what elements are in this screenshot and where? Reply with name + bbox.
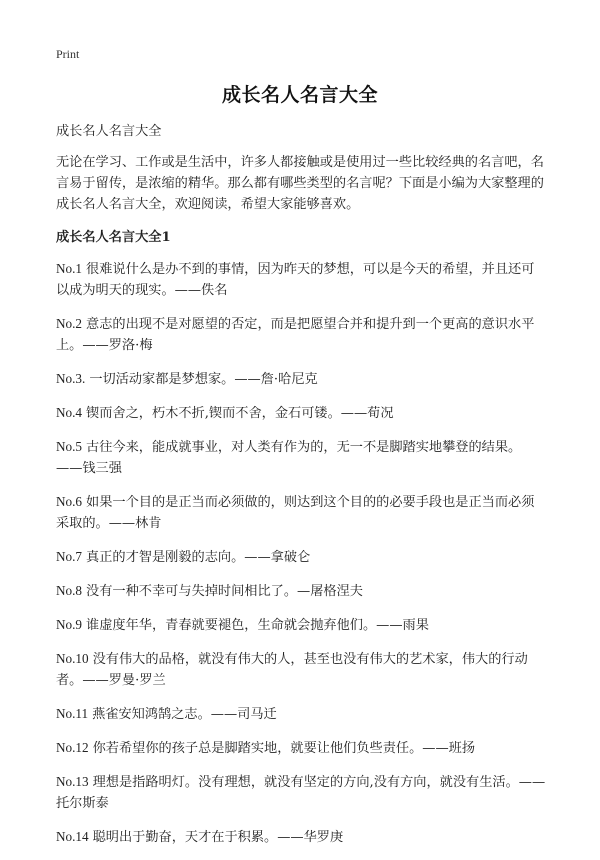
quote-item xyxy=(56,436,546,479)
quote-text: 你若希望你的孩子总是脚踏实地，就要让他们负些责任。——班扬 xyxy=(92,741,476,756)
quote-item xyxy=(56,368,546,390)
quote-number: No.10 xyxy=(56,651,89,666)
quote-text: 如果一个目的是正当而必须做的，则达到这个目的的必要手段也是正当而必须采取的。——林肯 xyxy=(56,495,535,531)
quote-text: 一切活动家都是梦想家。——詹·哈尼克 xyxy=(89,372,318,387)
quote-text: 没有一种不幸可与失掉时间相比了。—屠格涅夫 xyxy=(86,584,363,599)
quote-text: 没有伟大的品格，就没有伟大的人，甚至也没有伟大的艺术家，伟大的行动者。——罗曼·罗兰 xyxy=(56,652,528,688)
quote-item xyxy=(56,771,546,814)
quote-item xyxy=(56,614,546,636)
quote-number: No.9 xyxy=(56,617,83,632)
quote-item xyxy=(56,648,546,691)
quote-text: 意志的出现不是对愿望的否定，而是把愿望合并和提升到一个更高的意识水平上。——罗洛·梅 xyxy=(56,317,535,353)
quote-item xyxy=(56,491,546,534)
article-subtitle: 成长名人名言大全 xyxy=(56,124,162,139)
quote-item xyxy=(56,313,546,356)
quote-number: No.5 xyxy=(56,439,83,454)
article-body xyxy=(56,121,546,860)
quote-number: No.2 xyxy=(56,316,83,331)
quote-item xyxy=(56,258,546,301)
quote-number: No.11 xyxy=(56,706,89,721)
quote-number: No.14 xyxy=(56,829,89,844)
quote-text: 谁虚度年华，青春就要褪色，生命就会抛弃他们。——雨果 xyxy=(86,618,429,633)
quote-number: No.7 xyxy=(56,549,83,564)
quote-list xyxy=(56,258,546,848)
quote-item xyxy=(56,580,546,602)
quote-text: 很难说什么是办不到的事情，因为昨天的梦想，可以是今天的希望，并且还可以成为明天的现实。——佚名 xyxy=(56,262,535,298)
quote-item xyxy=(56,737,546,759)
quote-item xyxy=(56,703,546,725)
quote-number: No.13 xyxy=(56,774,89,789)
quote-item xyxy=(56,546,546,568)
quote-text: 真正的才智是刚毅的志向。——拿破仑 xyxy=(86,550,311,565)
quote-item xyxy=(56,402,546,424)
quote-number: No.6 xyxy=(56,494,83,509)
quote-text: 燕雀安知鸿鹄之志。——司马迁 xyxy=(92,707,277,722)
quote-number: No.4 xyxy=(56,405,83,420)
page-title: 成长名人名言大全 xyxy=(221,84,378,106)
quote-text: 古往今来，能成就事业，对人类有作为的，无一不是脚踏实地攀登的结果。——钱三强 xyxy=(56,440,522,476)
quote-text: 锲而舍之，朽木不折,锲而不舍，金石可镂。——荀况 xyxy=(86,406,394,421)
intro-paragraph: 无论在学习、工作或是生活中，许多人都接触或是使用过一些比较经典的名言吧，名言易于留传，是浓缩的精华。那么都有哪些类型的名言呢？下面是小编为大家整理的成长名人名言大全，欢迎阅读，希望大家能够喜欢。 xyxy=(56,155,544,212)
quote-item xyxy=(56,826,546,848)
quote-text: 聪明出于勤奋，天才在于积累。——华罗庚 xyxy=(92,830,344,845)
quote-number: No.1 xyxy=(56,261,83,276)
quote-number: No.12 xyxy=(56,740,89,755)
quote-text: 理想是指路明灯。没有理想，就没有坚定的方向,没有方向，就没有生活。——托尔斯泰 xyxy=(56,775,546,811)
section-heading: 成长名人名言大全1 xyxy=(56,230,171,245)
print-label[interactable]: Print xyxy=(56,47,80,61)
quote-number: No.3. xyxy=(56,371,86,386)
quote-number: No.8 xyxy=(56,583,83,598)
